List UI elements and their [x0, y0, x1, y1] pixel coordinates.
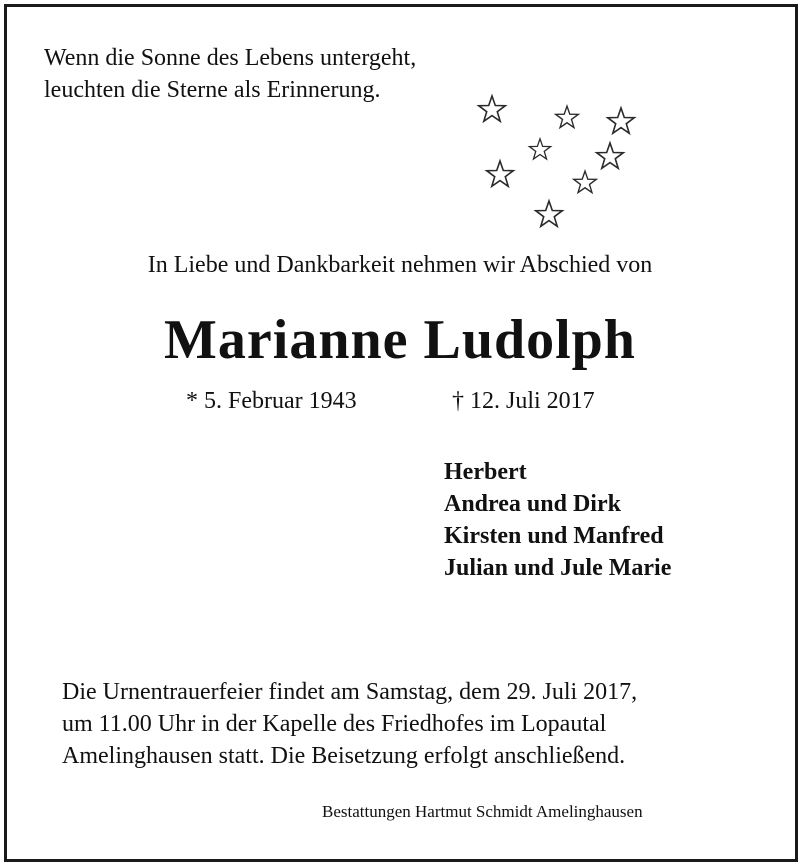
ceremony-line-3: Amelinghausen statt. Die Beisetzung erfolgt anschließend. — [62, 743, 626, 769]
mourner: Andrea und Dirk — [444, 491, 621, 517]
mourner: Kirsten und Manfred — [444, 523, 664, 549]
intro-text: In Liebe und Dankbarkeit nehmen wir Abschied von — [147, 252, 653, 278]
ceremony-info — [62, 676, 637, 772]
ceremony-line-1: Die Urnentrauerfeier findet am Samstag, dem 29. Juli 2017, — [62, 679, 638, 705]
mourner: Julian und Jule Marie — [444, 555, 672, 581]
deceased-name: Marianne Ludolph — [164, 309, 636, 371]
mourner: Herbert — [444, 459, 527, 485]
undertaker: Bestattungen Hartmut Schmidt Amelinghausen — [322, 802, 643, 821]
quote — [44, 42, 416, 106]
birth-date: * 5. Februar 1943 — [186, 388, 357, 414]
quote-line-1: Wenn die Sonne des Lebens untergeht, — [44, 45, 417, 71]
quote-line-2: leuchten die Sterne als Erinnerung. — [44, 77, 381, 103]
ceremony-line-2: um 11.00 Uhr in der Kapelle des Friedhofes im Lopautal — [62, 711, 607, 737]
mourners-list — [444, 456, 671, 584]
death-date: † 12. Juli 2017 — [452, 388, 595, 414]
